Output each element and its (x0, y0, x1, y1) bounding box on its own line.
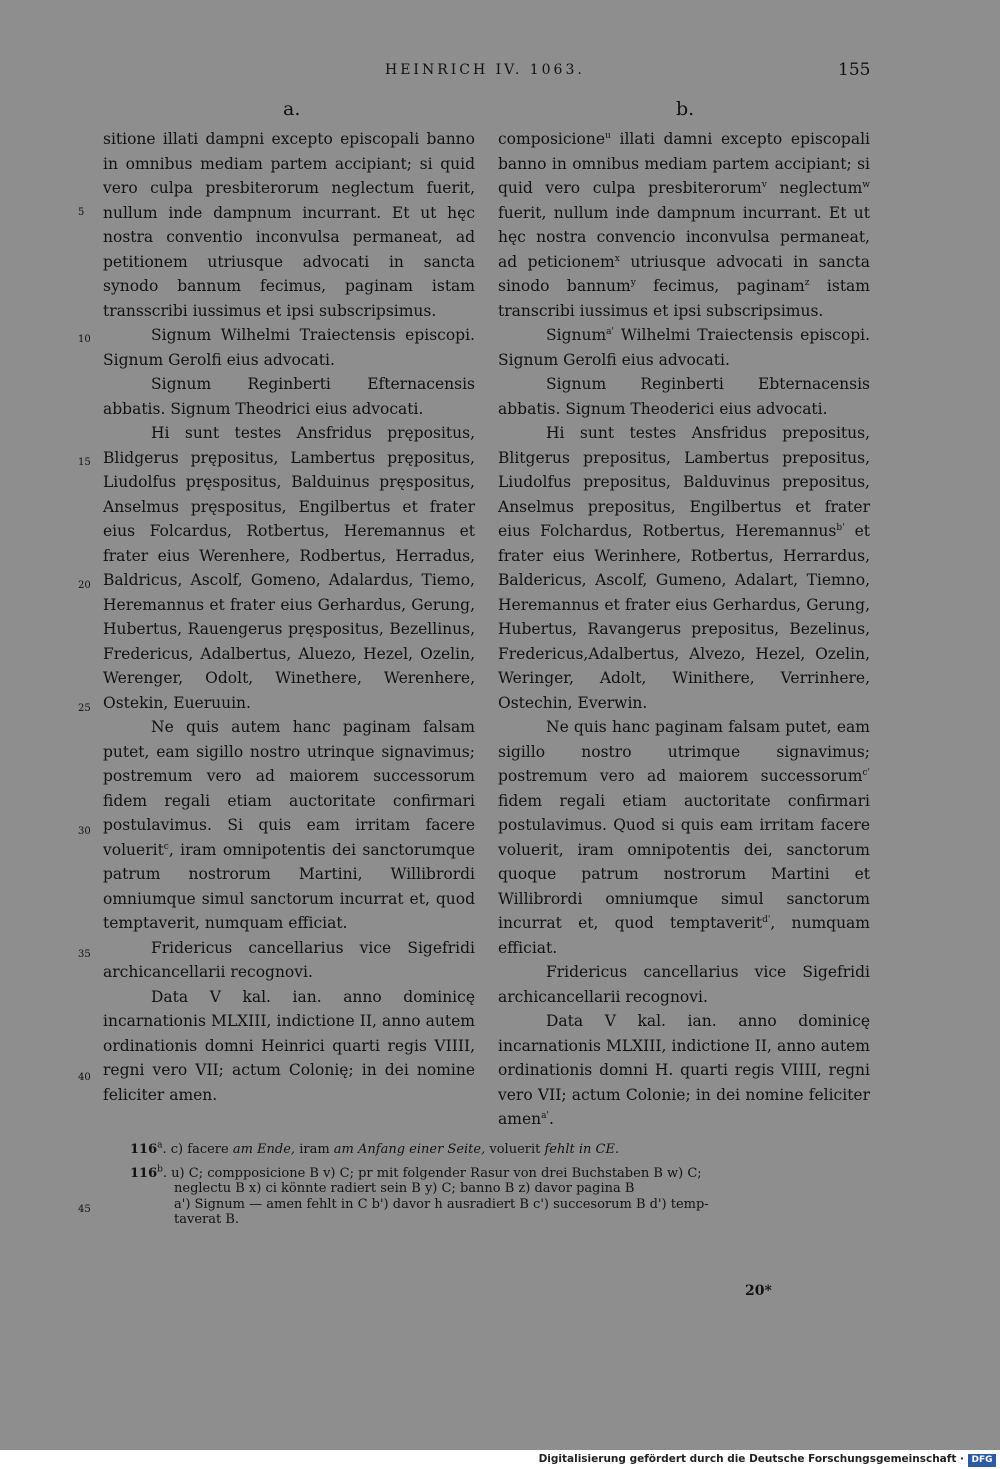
footnote-116b (130, 1166, 870, 1228)
text-run: neglectum (766, 179, 863, 197)
column-b-paragraph: Fridericus cancellarius vice Sigefridi archicancellarii recognovi. (498, 963, 870, 1006)
text-run: fidem regali etiam auctoritate confirmari postulavimus. Quod si quis eam irritam facere voluerit, iram omnipotentis dei, sanctorum quoque patrum nostrorum Martini et Willibrordi omniumque simul sanctorum incurrat et, quod temptaverit (498, 791, 870, 932)
signature-mark: 20* (745, 1283, 772, 1299)
footnote-mark: b' (836, 522, 845, 533)
line-number-5: 5 (78, 207, 85, 218)
running-title: HEINRICH IV. 1063. (385, 62, 585, 78)
footnote-label-sup: a (157, 1140, 163, 1151)
text-run: illati damni excepto episcopali banno in omnibus mediam partem accipiant; si quid vero culpa presbiterorum (498, 130, 870, 197)
column-b-paragraph (498, 323, 870, 372)
footnote-line: neglectu B x) ci könnte radiert sein B y) C; banno B z) davor pagina B (174, 1181, 635, 1196)
footnote-mark: a' (606, 326, 615, 337)
text-run: fuerit, nullum inde dampnum incurrant. Et ut hęc nostra convencio inconvulsa permaneat, ad peticionem (498, 203, 870, 271)
column-b-paragraph (498, 421, 870, 715)
footnote-line: a') Signum — amen fehlt in C b') davor h ausradiert B c') succesorum B d') temp- (174, 1196, 709, 1212)
footnote-text: . u) C; compposicione B v) C; pr mit folgender Rasur von drei Buchstaben B w) C; (162, 1165, 702, 1181)
credit-bar (0, 1452, 1000, 1469)
column-a-paragraph: Signum Wilhelmi Traiectensis episcopi. Signum Gerolfi eius advocati. (103, 326, 475, 369)
column-b-paragraph: Signum Reginberti Ebternacensis abbatis. Signum Theoderici eius advocati. (498, 375, 870, 418)
text-run: Signum (546, 326, 607, 344)
text-run: Wilhelmi Traiectensis episcopi. Signum Gerolfi eius advocati. (498, 326, 870, 369)
footnote-text: . c) facere (162, 1142, 233, 1157)
footnote-text: am Ende, (232, 1142, 296, 1157)
text-run: composicione (498, 130, 606, 148)
column-b-text (498, 127, 870, 1132)
footnote-text: am Anfang einer Seite, (333, 1142, 486, 1157)
column-a-paragraph: Signum Reginberti Efternacensis abbatis. Signum Theodrici eius advocati. (103, 375, 475, 418)
line-number-30: 30 (78, 826, 91, 837)
footnote-mark: c' (862, 767, 870, 778)
line-number-35: 35 (78, 949, 91, 960)
column-a-text (103, 127, 475, 1107)
footnote-text: voluerit (485, 1142, 545, 1157)
footnote-text: iram (295, 1142, 334, 1157)
text-run: , numquam efficiat. (498, 914, 870, 957)
footnote-116a (130, 1142, 870, 1158)
credit-text: Digitalisierung gefördert durch die Deutsche Forschungsgemeinschaft · (538, 1453, 964, 1465)
text-run: Hi sunt testes Ansfridus prepositus, Blitgerus prepositus, Lambertus prepositus, Liudolfus prepositus, Balduvinus prepositus, Anselmus prepositus, Engilbertus et frater eius Folchardus, Rotbertus, Heremannus (498, 424, 870, 540)
footnote-mark: z (804, 277, 810, 288)
line-number-15: 15 (78, 457, 91, 468)
footnote-mark: y (630, 277, 636, 288)
footnote-mark: w (862, 179, 871, 190)
line-number-10: 10 (78, 334, 91, 345)
column-b-paragraph (498, 127, 870, 323)
text-run: utriusque advocati in sancta sinodo bannum (498, 252, 870, 295)
footnote-mark: d' (762, 914, 771, 925)
footnote-text: fehlt in CE. (544, 1142, 620, 1157)
text-run: Ne quis autem hanc paginam falsam putet, eam sigillo nostro utrinque signavimus; postremum vero ad maiorem successorum fidem regali etiam auctoritate confirmari postulavimus. Si quis eam irritam facere voluerit (103, 718, 475, 859)
footnote-line (130, 1164, 870, 1182)
footnote-mark: c (163, 841, 169, 852)
line-number-20: 20 (78, 580, 91, 591)
text-run: Data V kal. ian. anno dominicę incarnationis MLXIII, indictione II, anno autem ordinationis domni H. quarti regis VIIII, regni vero VII; actum Colonie; in dei nomine feliciter amen (498, 1012, 870, 1128)
column-a-paragraph: Fridericus cancellarius vice Sigefridi archicancellarii recognovi. (103, 938, 475, 981)
column-a-paragraph: sitione illati dampni excepto episcopali banno in omnibus mediam partem accipiant; si quid vero culpa presbiterorum neglectum fuerit, nullum inde dampnum incurrant. Et ut hęc nostra conventio inconvulsa permaneat, ad petitionem utriusque advocati in sancta synodo bannum fecimus, paginam istam transscribi iussimus et ipsi subscripsimus. (103, 130, 475, 320)
dfg-logo: DFG (968, 1454, 996, 1467)
footnote-mark: u (605, 130, 611, 141)
footnote-mark: a' (541, 1110, 549, 1121)
footnotes (130, 1142, 870, 1228)
footnote-line: taverat B. (174, 1212, 240, 1227)
text-run: Ne quis hanc paginam falsam putet, eam sigillo nostro utrimque signavimus; postremum vero ad maiorem successorum (498, 718, 870, 785)
text-run: . (548, 1110, 554, 1128)
column-b-paragraph (498, 715, 870, 960)
column-a-heading: a. (283, 98, 301, 120)
column-b-heading: b. (676, 98, 695, 120)
footnote-mark: x (614, 253, 620, 264)
footnote-label: 116 (130, 1142, 158, 1157)
page-number: 155 (838, 60, 871, 80)
line-number-25: 25 (78, 703, 91, 714)
column-b-paragraph (498, 1009, 870, 1132)
text-run: et frater eius Werinhere, Rotbertus, Herrardus, Baldericus, Ascolf, Gumeno, Adalart, Tiemno, Heremannus et frater eius Gerhardus, Gerung, Hubertus, Ravangerus prepositus, Bezelinus, Fredericus,Adalbertus, Alvezo, Hezel, Ozelin, Weringer, Adolt, Winithere, Verrinhere, Ostechin, Everwin. (498, 522, 870, 712)
text-run: istam transcribi iussimus et ipsi subscripsimus. (498, 277, 870, 320)
text-run: fecimus, paginam (635, 277, 805, 295)
footnote-label: 116 (130, 1165, 158, 1181)
column-a-paragraph: Hi sunt testes Ansfridus prępositus, Blidgerus prępositus, Lambertus prępositus, Liudolfus pręspositus, Balduinus pręspositus, Anselmus pręspositus, Engilbertus et frater eius Folcardus, Rotbertus, Heremannus et frater eius Werenhere, Rodbertus, Herradus, Baldricus, Ascolf, Gomeno, Adalardus, Tiemo, Heremannus et frater eius Gerhardus, Gerung, Hubertus, Rauengerus pręspositus, Bezellinus, Fredericus, Adalbertus, Aluezo, Hezel, Ozelin, Werenger, Odolt, Winethere, Werenhere, Ostekin, Eueruuin. (103, 424, 475, 712)
column-a-paragraph (103, 715, 475, 936)
line-number-40: 40 (78, 1072, 91, 1083)
text-run: , iram omnipotentis dei sanctorumque patrum nostrorum Martini, Willibrordi omniumque simul sanctorum incurrat et, quod temptaverit, numquam efficiat. (103, 840, 475, 932)
line-number-45: 45 (78, 1204, 91, 1215)
footnote-label-sup: b (157, 1164, 163, 1175)
column-a-paragraph: Data V kal. ian. anno dominicę incarnationis MLXIII, indictione II, anno autem ordinationis domni Heinrici quarti regis VIIII, regni vero VII; actum Colonię; in dei nomine feliciter amen. (103, 987, 475, 1104)
footnote-mark: v (761, 179, 767, 190)
